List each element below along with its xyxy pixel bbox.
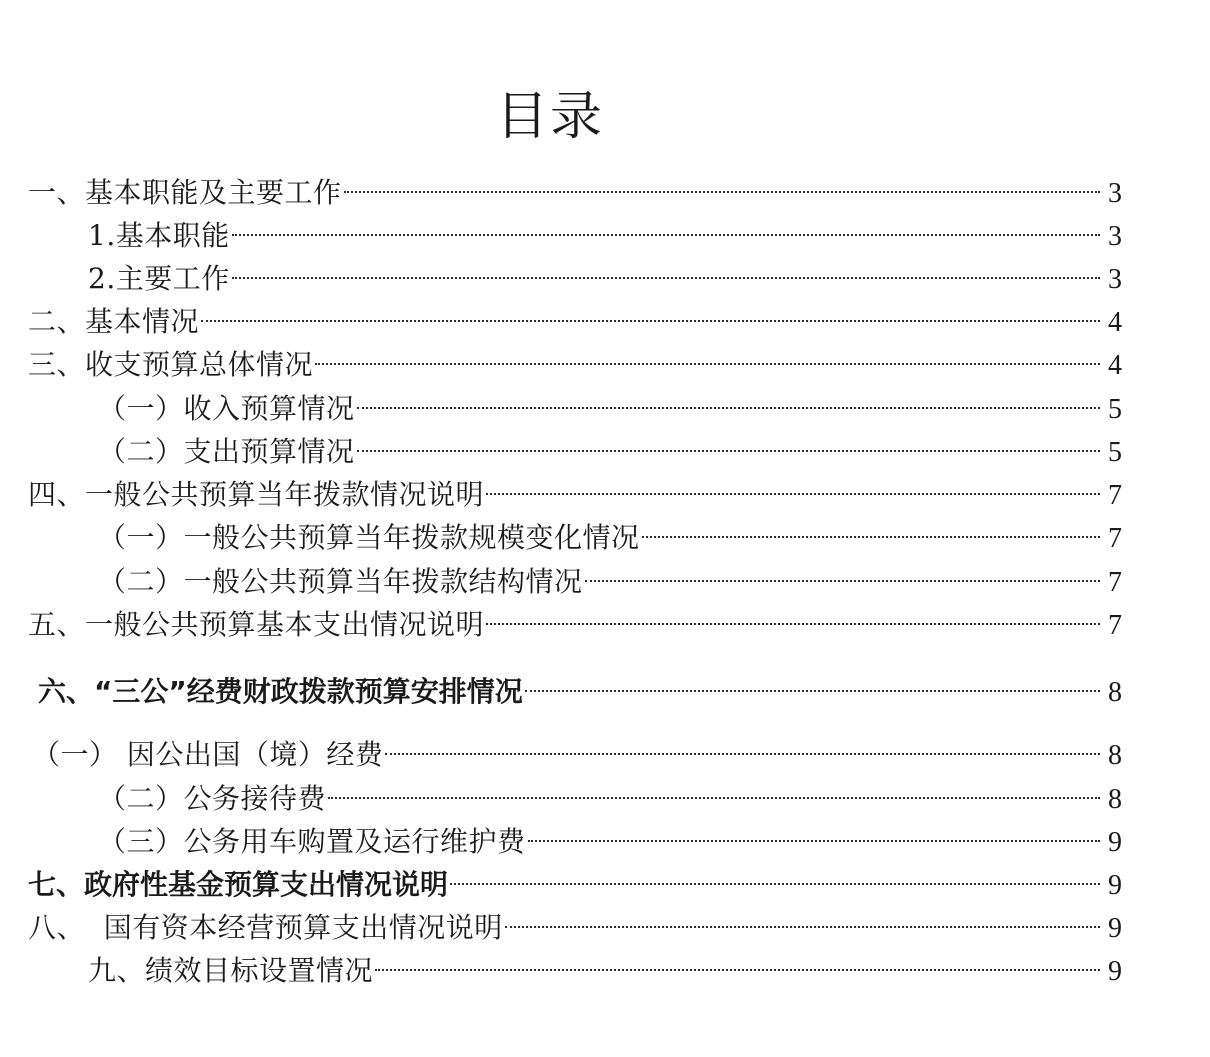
toc-entry-label: 八、 国有资本经营预算支出情况说明 — [28, 911, 503, 944]
toc-entry-label: （二）一般公共预算当年拨款结构情况 — [98, 565, 583, 598]
toc-entry-label: 六、“三公”经费财政拨款预算安排情况 — [38, 675, 523, 708]
dot-leader — [232, 205, 1100, 245]
toc-entry-page: 8 — [1108, 677, 1122, 708]
dot-leader — [486, 464, 1100, 504]
dot-leader — [375, 940, 1100, 980]
toc-entry-2[interactable] — [28, 291, 1122, 338]
toc-entry-page: 9 — [1108, 870, 1122, 901]
toc-entry-page: 9 — [1108, 827, 1122, 858]
toc-entry-label: 2.主要工作 — [88, 262, 230, 295]
toc-entry-page: 9 — [1108, 913, 1122, 944]
toc-entry-4-2[interactable] — [98, 551, 1122, 598]
toc-entry-9[interactable] — [88, 940, 1122, 987]
toc-entry-page: 5 — [1108, 437, 1122, 468]
dot-leader — [328, 768, 1100, 808]
toc-entry-label: （一）一般公共预算当年拨款规模变化情况 — [98, 521, 640, 554]
dot-leader — [357, 421, 1100, 461]
toc-entry-3[interactable] — [28, 334, 1122, 381]
toc-entry-3-2[interactable] — [98, 421, 1122, 468]
toc-entry-3-1[interactable] — [98, 378, 1122, 425]
dot-leader — [232, 248, 1100, 288]
dot-leader — [505, 897, 1100, 937]
dot-leader — [357, 378, 1100, 418]
dot-leader — [642, 507, 1100, 547]
dot-leader — [450, 854, 1100, 894]
toc-entry-label: （三）公务用车购置及运行维护费 — [98, 825, 526, 858]
dot-leader — [315, 334, 1100, 374]
toc-entry-page: 9 — [1108, 956, 1122, 987]
toc-entry-page: 3 — [1108, 178, 1122, 209]
toc-entry-7[interactable] — [28, 854, 1122, 901]
toc-entry-1-2[interactable] — [88, 248, 1122, 295]
toc-entry-page: 4 — [1108, 350, 1122, 381]
toc-entry-label: 七、政府性基金预算支出情况说明 — [28, 868, 449, 901]
toc-entry-label: 五、一般公共预算基本支出情况说明 — [28, 608, 485, 641]
toc-entry-page: 7 — [1108, 567, 1122, 598]
toc-entry-6-3[interactable] — [98, 811, 1122, 858]
dot-leader — [385, 724, 1100, 764]
toc-entry-page: 3 — [1108, 264, 1122, 295]
toc-entry-1-1[interactable] — [88, 205, 1122, 252]
toc-entry-5[interactable] — [28, 594, 1122, 641]
toc-entry-page: 5 — [1108, 394, 1122, 425]
dot-leader — [486, 594, 1100, 634]
toc-entry-page: 7 — [1108, 610, 1122, 641]
toc-entry-6-1[interactable] — [32, 724, 1122, 771]
toc-entry-label: （一）收入预算情况 — [98, 392, 355, 425]
toc-entry-page: 7 — [1108, 523, 1122, 554]
toc-entry-4[interactable] — [28, 464, 1122, 511]
toc-entry-label: 九、绩效目标设置情况 — [88, 954, 374, 987]
dot-leader — [201, 291, 1100, 331]
toc-entry-6-2[interactable] — [98, 768, 1122, 815]
toc-entry-label: （一） 因公出国（境）经费 — [32, 738, 384, 771]
page-title: 目录 — [495, 87, 604, 147]
toc-entry-label: （二）公务接待费 — [98, 782, 327, 815]
toc-entry-6[interactable] — [38, 661, 1122, 708]
toc-entry-page: 8 — [1108, 740, 1122, 771]
toc-entry-page: 4 — [1108, 307, 1122, 338]
toc-entry-page: 3 — [1108, 221, 1122, 252]
toc-entry-label: 二、基本情况 — [28, 305, 200, 338]
toc-entry-label: 一、基本职能及主要工作 — [28, 176, 342, 209]
dot-leader — [585, 551, 1100, 591]
toc-entry-page: 7 — [1108, 480, 1122, 511]
toc-entry-label: 三、收支预算总体情况 — [28, 348, 314, 381]
toc-entry-label: （二）支出预算情况 — [98, 435, 355, 468]
toc-entry-8[interactable] — [28, 897, 1122, 944]
dot-leader — [528, 811, 1100, 851]
toc-entry-4-1[interactable] — [98, 507, 1122, 554]
toc-entry-1[interactable] — [28, 162, 1122, 209]
dot-leader — [344, 162, 1100, 202]
toc-entry-label: 1.基本职能 — [88, 219, 230, 252]
toc-entry-page: 8 — [1108, 784, 1122, 815]
dot-leader — [525, 661, 1100, 701]
toc-entry-label: 四、一般公共预算当年拨款情况说明 — [28, 478, 485, 511]
